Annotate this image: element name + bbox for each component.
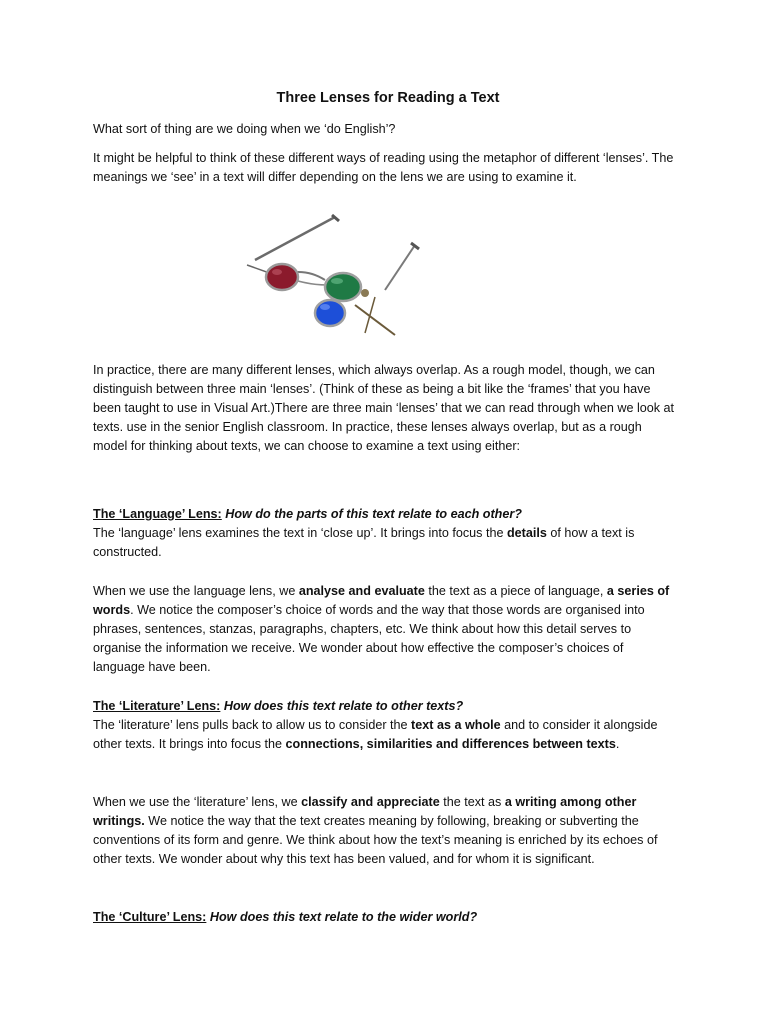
culture-heading: The ‘Culture’ Lens: xyxy=(93,910,207,924)
culture-section xyxy=(93,908,678,927)
literature-section xyxy=(93,697,678,754)
page-title: Three Lenses for Reading a Text xyxy=(276,90,500,106)
literature-p2-bold-2: a writing among other writings. xyxy=(93,795,637,828)
language-p1-bold: details xyxy=(506,526,547,540)
literature-p2-text: When we use the ‘literature’ lens, we xyxy=(93,795,302,809)
intro-paragraph: It might be helpful to think of these different ways of reading using the metaphor of different ‘lenses’. The meanings we ‘see’ in a text will differ depending on the lens we are using to examine it. xyxy=(93,151,674,184)
language-p1-text-end: of how a text is constructed. xyxy=(93,526,635,559)
literature-p1-bold-2: connections, similarities and differences between texts xyxy=(285,737,616,751)
lens-glasses-icon xyxy=(235,205,430,345)
language-p2-bold-1: analyse and evaluate xyxy=(298,584,425,598)
literature-p1-text-2: and to consider it alongside other texts. It brings into focus the xyxy=(93,718,658,751)
language-p2-text-3: . We notice the composer’s choice of words and the way that those words are organised into phrases, sentences, stanzas, paragraphs, chapters, etc. We think about how this detail serves to organise the information we receive. We wonder about how effective the composer’s choices of language have been. xyxy=(93,603,645,674)
literature-p1-end: . xyxy=(615,737,620,751)
language-heading: The ‘Language’ Lens: xyxy=(93,507,222,521)
practice-paragraph: In practice, there are many different lenses, which always overlap. As a rough model, though, we can distinguish between three main ‘lenses’. (Think of these as being a bit like the ‘frames’ that you have been taught to use in Visual Art.)There are three main ‘lenses’ that we can read through when we look at texts. use in the senior English classroom. In practice, these lenses always overlap, but as a rough model for thinking about texts, we can choose to examine a text using either: xyxy=(93,363,675,453)
language-p1-text: The ‘language’ lens examines the text in ‘close up’. It brings into focus the xyxy=(93,526,507,540)
literature-p2-bold-1: classify and appreciate xyxy=(301,795,440,809)
language-p2-text-2: the text as a piece of language, xyxy=(424,584,607,598)
literature-p1-text: The ‘literature’ lens pulls back to allow us to consider the xyxy=(93,718,412,732)
literature-question: How does this text relate to other texts? xyxy=(223,699,464,713)
intro-question: What sort of thing are we doing when we ‘do English’? xyxy=(93,122,396,136)
literature-heading: The ‘Literature’ Lens: xyxy=(93,699,221,713)
language-section xyxy=(93,505,678,562)
literature-p2-text-3: We notice the way that the text creates meaning by following, breaking or subverting the conventions of its form and genre. We think about how the text’s meaning is enriched by its echoes of other texts. We wonder about why this text has been valued, and for whom it is significant. xyxy=(93,814,658,866)
literature-p1-bold-1: text as a whole xyxy=(411,718,501,732)
literature-p2-text-2: the text as xyxy=(439,795,505,809)
language-paragraph-2 xyxy=(93,582,678,677)
culture-question: How does this text relate to the wider world? xyxy=(209,910,478,924)
literature-paragraph-2 xyxy=(93,793,678,869)
language-p2-text: When we use the language lens, we xyxy=(93,584,299,598)
language-question: How do the parts of this text relate to each other? xyxy=(225,507,522,521)
language-p2-bold-2: a series of words xyxy=(93,584,670,617)
